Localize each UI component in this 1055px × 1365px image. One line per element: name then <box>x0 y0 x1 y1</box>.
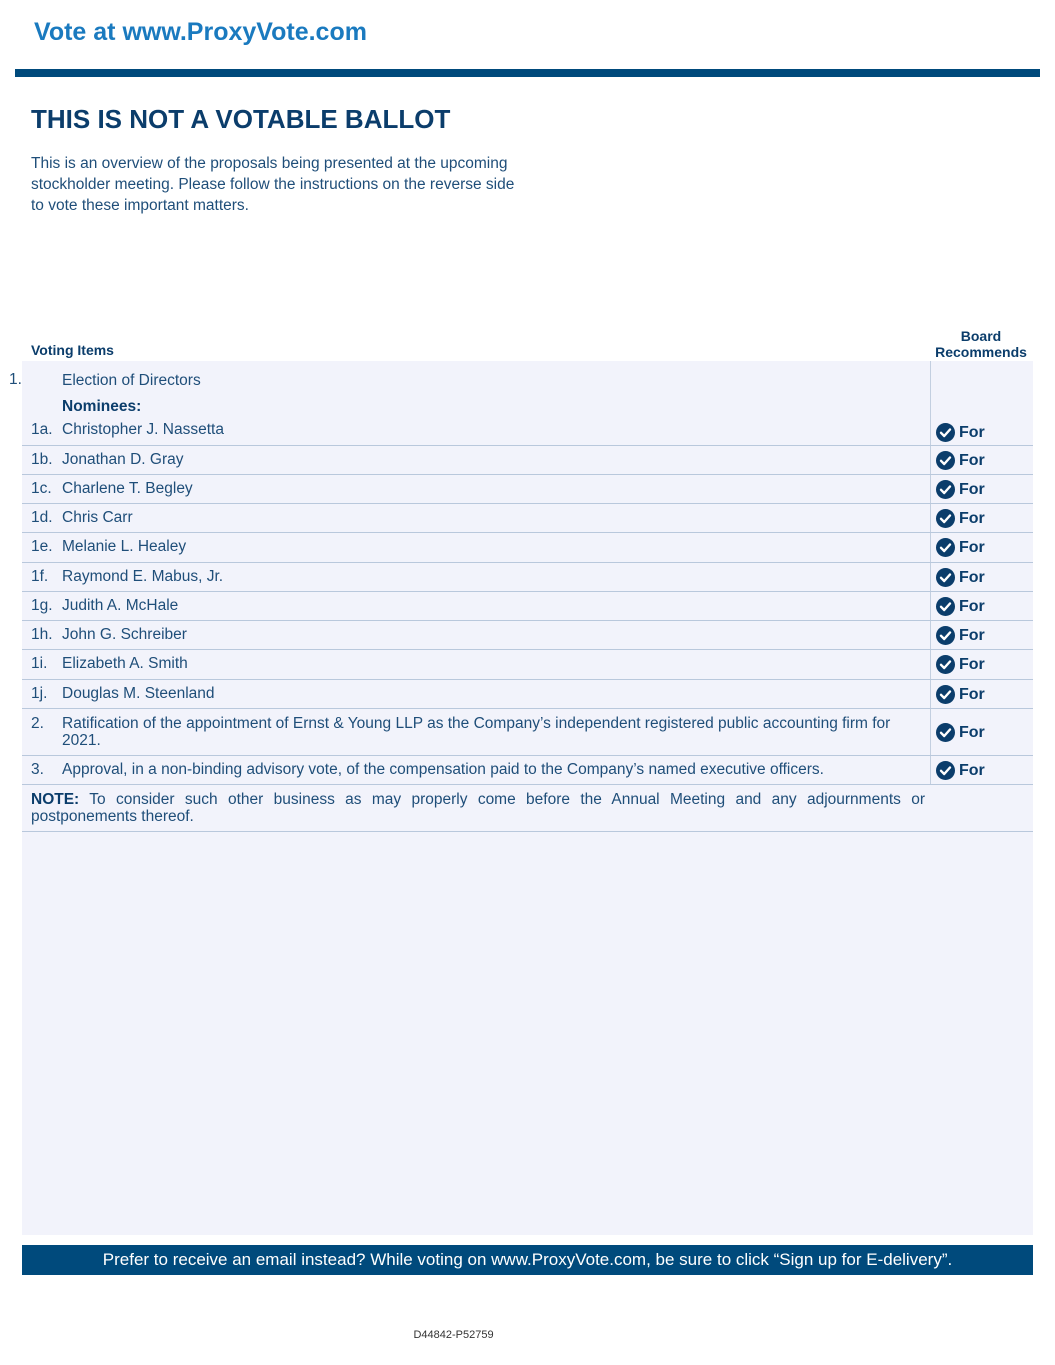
recommendation-label: For <box>959 761 985 779</box>
nominee-number: 1i. <box>31 655 48 672</box>
board-header-line2: Recommends <box>935 344 1027 360</box>
recommendation-label: For <box>959 568 985 586</box>
note-label: NOTE: <box>31 791 80 808</box>
nominee-name: John G. Schreiber <box>62 626 187 643</box>
recommendation-label: For <box>959 538 985 556</box>
document-code: D44842-P52759 <box>413 1329 494 1341</box>
edelivery-banner: Prefer to receive an email instead? While voting on www.ProxyVote.com, be sure to click “Sign up for E-delivery”. <box>22 1245 1033 1275</box>
nominee-name: Chris Carr <box>62 509 133 526</box>
intro-text: This is an overview of the proposals being presented at the upcoming stockholder meeting. Please follow the instructions on the reverse side to vote these important matters. <box>31 155 515 214</box>
nominee-name: Jonathan D. Gray <box>62 451 184 468</box>
voting-items-header: Voting Items <box>31 342 114 358</box>
check-circle-icon <box>936 538 955 557</box>
proposal-row <box>22 756 1033 785</box>
check-circle-icon <box>936 761 955 780</box>
page-title: THIS IS NOT A VOTABLE BALLOT <box>31 104 451 134</box>
board-recommendation <box>936 723 985 742</box>
check-circle-icon <box>936 480 955 499</box>
nominee-row <box>22 533 1033 563</box>
check-circle-icon <box>936 723 955 742</box>
recommendation-label: For <box>959 655 985 673</box>
recommendation-label: For <box>959 597 985 615</box>
election-label: Election of Directors <box>62 372 201 389</box>
check-circle-icon <box>936 509 955 528</box>
nominee-number: 1f. <box>31 568 49 585</box>
board-recommendation <box>936 685 985 704</box>
proposal-row <box>22 709 1033 756</box>
board-recommendation <box>936 568 985 587</box>
nominee-number: 1g. <box>31 597 53 614</box>
recommendation-label: For <box>959 451 985 469</box>
check-circle-icon <box>936 568 955 587</box>
nominee-row <box>22 592 1033 621</box>
nominee-row <box>22 475 1033 504</box>
nominee-name: Christopher J. Nassetta <box>62 421 224 438</box>
nominee-row <box>22 504 1033 533</box>
nominee-name: Elizabeth A. Smith <box>62 655 188 672</box>
proposal-text: Approval, in a non-binding advisory vote, of the compensation paid to the Company’s named executive officers. <box>62 761 824 778</box>
nominees-label: Nominees: <box>62 398 142 415</box>
nominee-row <box>22 680 1033 709</box>
nominee-row <box>22 420 1033 446</box>
board-recommendation <box>936 509 985 528</box>
header-rule <box>15 69 1040 77</box>
nominee-number: 1c. <box>31 480 52 497</box>
nominee-row <box>22 563 1033 592</box>
check-circle-icon <box>936 626 955 645</box>
nominee-name: Melanie L. Healey <box>62 538 187 555</box>
nominee-name: Charlene T. Begley <box>62 480 193 497</box>
proposal-number: 2. <box>31 715 44 732</box>
nominee-number: 1h. <box>31 626 53 643</box>
nominee-name: Raymond E. Mabus, Jr. <box>62 568 224 585</box>
note-body: To consider such other business as may properly come before the Annual Meeting and any adjournments or postponements thereof. <box>31 791 925 825</box>
board-recommends-header <box>930 328 1032 360</box>
proposal-number: 3. <box>31 761 44 778</box>
board-recommendation <box>936 480 985 499</box>
board-recommendation <box>936 626 985 645</box>
proposal-text: Ratification of the appointment of Ernst & Young LLP as the Company’s independent registered public accounting firm for 2021. <box>62 715 891 749</box>
nominee-name: Douglas M. Steenland <box>62 685 215 702</box>
nominee-number: 1j. <box>31 685 48 702</box>
check-circle-icon <box>936 597 955 616</box>
page-header-title: Vote at www.ProxyVote.com <box>34 18 367 46</box>
board-recommendation <box>936 597 985 616</box>
recommendation-label: For <box>959 423 985 441</box>
nominee-name: Judith A. McHale <box>62 597 179 614</box>
nominee-row <box>22 650 1033 680</box>
board-recommendation <box>936 538 985 557</box>
nominee-row <box>22 621 1033 650</box>
recommendation-label: For <box>959 509 985 527</box>
check-circle-icon <box>936 451 955 470</box>
check-circle-icon <box>936 655 955 674</box>
nominee-number: 1d. <box>31 509 53 526</box>
recommendation-label: For <box>959 480 985 498</box>
check-circle-icon <box>936 423 955 442</box>
check-circle-icon <box>936 685 955 704</box>
recommendation-label: For <box>959 626 985 644</box>
item-number: 1. <box>9 371 22 388</box>
board-recommendation <box>936 423 985 442</box>
recommendation-label: For <box>959 685 985 703</box>
note-row <box>22 785 1033 832</box>
board-recommendation <box>936 761 985 780</box>
nominee-number: 1e. <box>31 538 53 555</box>
nominee-row <box>22 446 1033 475</box>
nominee-number: 1a. <box>31 421 53 438</box>
board-header-line1: Board <box>960 328 1002 344</box>
board-recommendation <box>936 451 985 470</box>
nominee-number: 1b. <box>31 451 53 468</box>
board-recommendation <box>936 655 985 674</box>
recommendation-label: For <box>959 723 985 741</box>
